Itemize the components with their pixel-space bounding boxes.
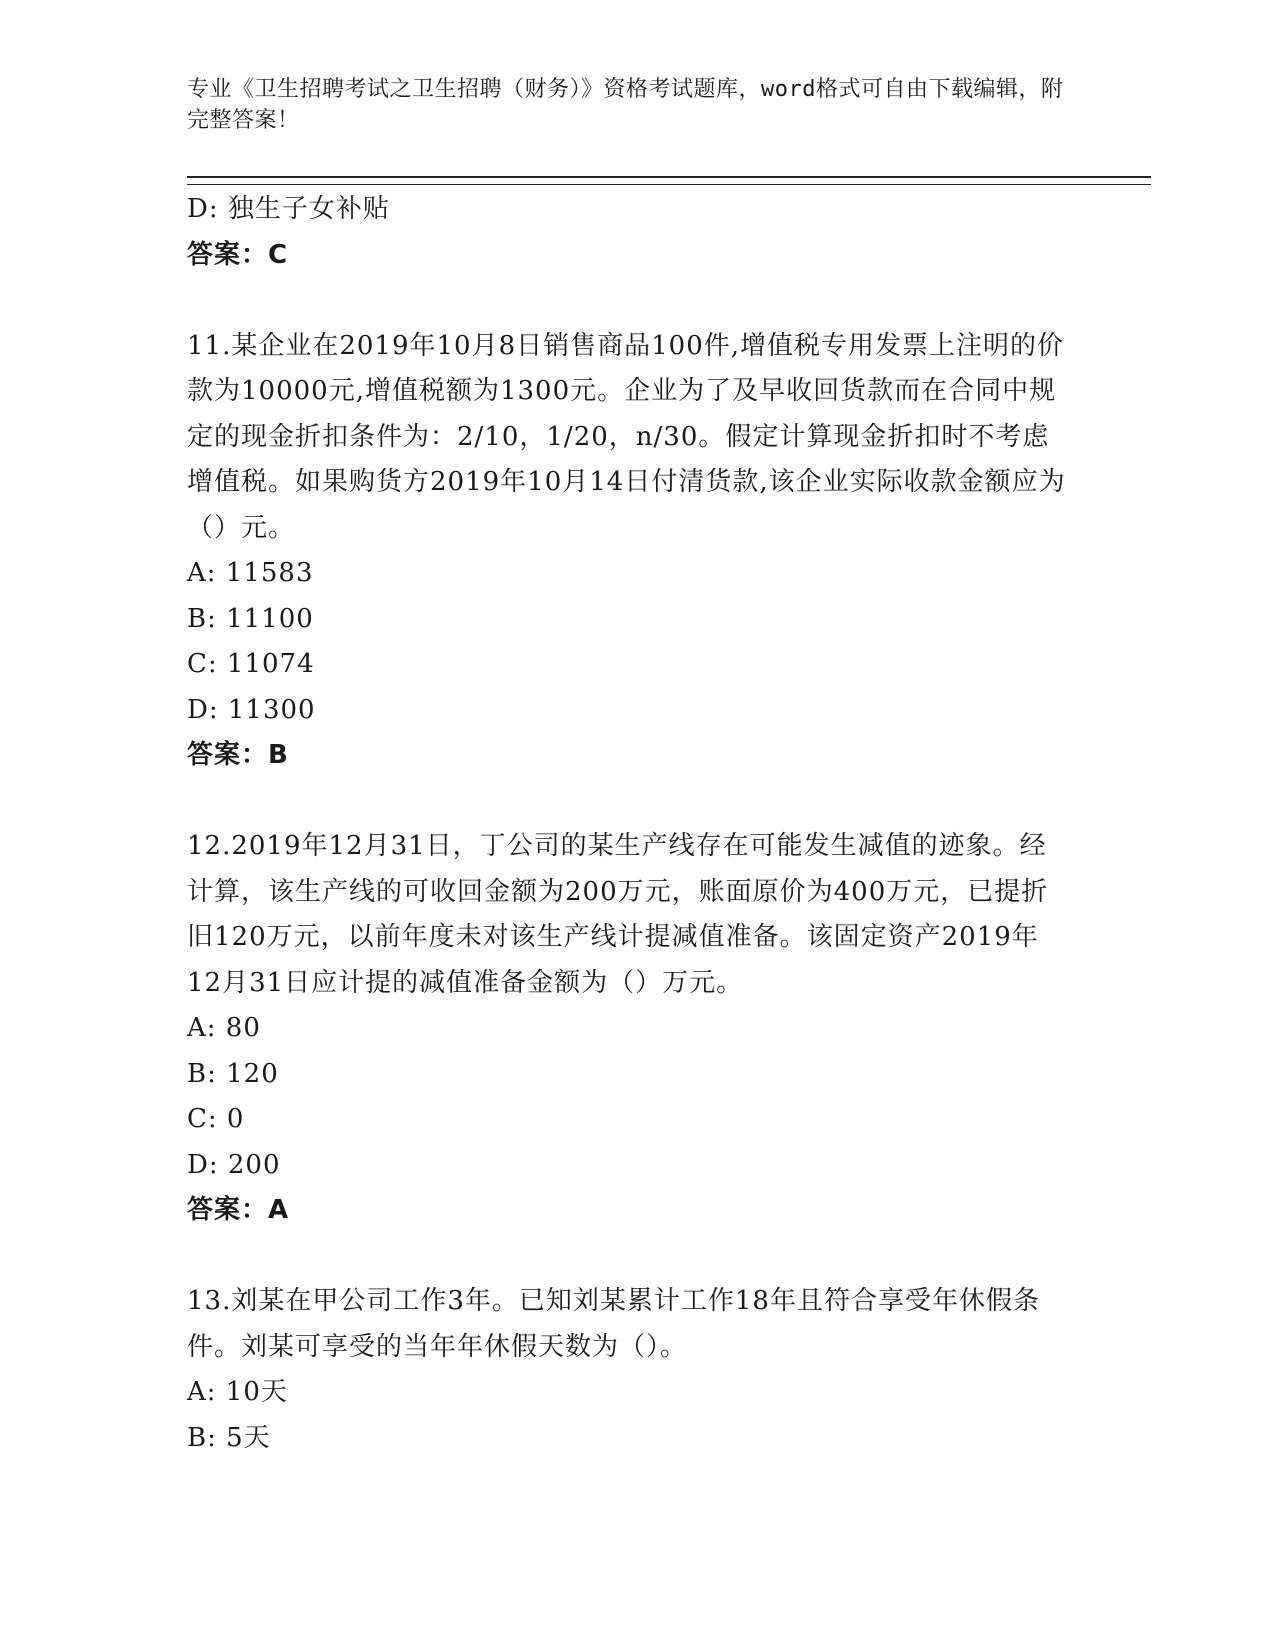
question-11 bbox=[187, 324, 1067, 779]
option-c: C: 0 bbox=[187, 1104, 245, 1134]
answer-line: 答案：C bbox=[187, 239, 289, 270]
answer-line: 答案：A bbox=[187, 1195, 290, 1225]
question-13 bbox=[187, 1279, 1067, 1461]
option-c: C: 11074 bbox=[187, 649, 315, 679]
option-d: D: 200 bbox=[187, 1149, 281, 1180]
page-header: 专业《卫生招聘考试之卫生招聘（财务）》资格考试题库，word格式可自由下载编辑，附完整答案！ bbox=[187, 77, 1064, 133]
question-content bbox=[187, 187, 1067, 1461]
option-b: B: 5天 bbox=[187, 1422, 271, 1453]
option-b: B: 120 bbox=[187, 1058, 279, 1089]
question-stem: 12.2019年12月31日，丁公司的某生产线存在可能发生减值的迹象。经计算，该生产线的可收回金额为200万元，账面原价为400万元，已提折旧120万元，以前年度未对该生产线计提减值准备。该固定资产2019年12月31日应计提的减值准备金额为（）万元。 bbox=[187, 831, 1049, 998]
answer-line: 答案：B bbox=[187, 740, 289, 770]
question-stem: 11.某企业在2019年10月8日销售商品100件,增值税专用发票上注明的价款为10000元,增值税额为1300元。企业为了及早收回货款而在合同中规定的现金折扣条件为：2/10，1/20，n/30。假定计算现金折扣时不考虑增值税。如果购货方2019年10月14日付清货款,该企业实际收款金额应为（）元。 bbox=[187, 330, 1066, 543]
option-d: D: 独生子女补贴 bbox=[187, 194, 390, 224]
question-stem: 13.刘某在甲公司工作3年。已知刘某累计工作18年且符合享受年休假条件。刘某可享受的当年年休假天数为（）。 bbox=[187, 1286, 1040, 1362]
option-a: A: 80 bbox=[187, 1013, 261, 1043]
header-divider bbox=[187, 176, 1151, 185]
option-a: A: 11583 bbox=[187, 558, 314, 588]
question-12 bbox=[187, 824, 1067, 1234]
option-b: B: 11100 bbox=[187, 603, 314, 634]
option-a: A: 10天 bbox=[187, 1377, 288, 1407]
option-d: D: 11300 bbox=[187, 694, 316, 725]
